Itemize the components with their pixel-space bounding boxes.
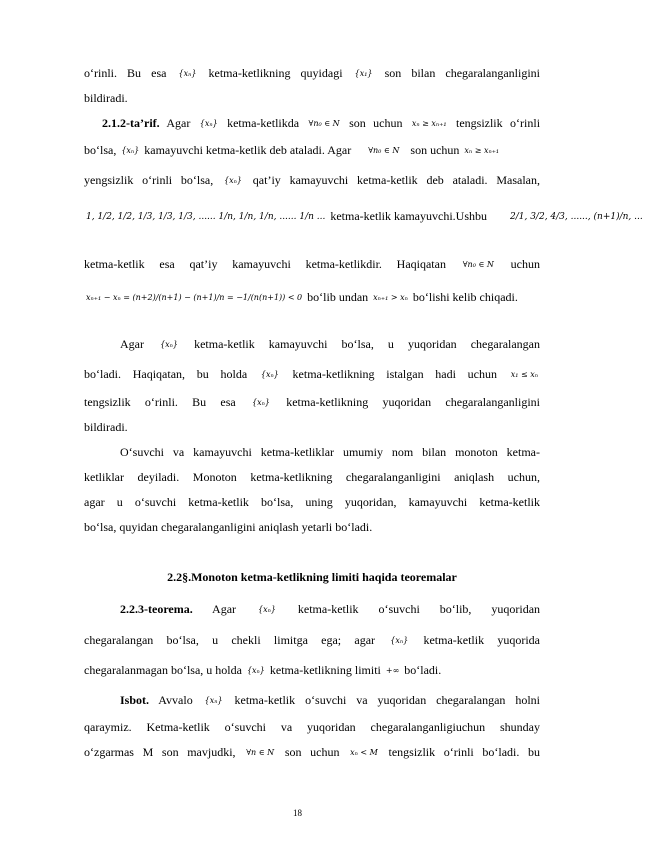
definition-line-3 [84,172,540,189]
formula-sequence: {xₙ} [121,146,140,156]
proof-label: Isbot. [120,693,150,707]
text: ketma-ketlik yuqorida [423,633,540,647]
formula-sequence: {xₙ} [260,370,279,380]
text: agar u o‘suvchi ketma-ketlik bo‘lsa, uning yuqoridan, kamayuvchi ketma-ketlik [84,495,540,509]
formula-infinity: +∞ [385,666,400,676]
page-number: 18 [293,808,302,818]
para3-line-1 [120,444,540,460]
formula-sequence: {xₙ} [246,666,265,676]
formula-quantifier: ∀n₀ ∈ N [368,146,400,156]
text: bo‘lib undan [307,290,369,304]
formula-inequality: xₙ < M [350,748,378,758]
formula-sequence-2: 2/1, 3/2, 4/3, ......, (n+1)/n, ... [510,212,643,223]
text: qat’iy kamayuvchi ketma-ketlik deb ataladi. Masalan, [252,173,540,187]
text: ketma-ketlik o‘suvchi va yuqoridan chegaralangan holni [234,693,540,707]
formula-inequality: xₙ ≥ xₙ₊₁ [464,146,500,156]
para3-line-4 [84,519,540,535]
formula-inequality: x₁ ≤ xₙ [510,370,539,380]
text: ketma-ketlikning limiti [269,663,381,677]
section-heading: 2.2§.Monoton ketma-ketlikning limiti haqida teoremalar [167,570,457,584]
proof-line-2 [84,719,540,735]
formula-sequence: {xₙ} [178,69,197,79]
para3-line-3 [84,494,540,510]
formula-quantifier: ∀n₀ ∈ N [308,119,340,129]
text: qaraymiz. Ketma-ketlik o‘suvchi va yuqoridan chegaralanganligiuchun shunday [84,720,540,734]
para3-line-2 [84,469,540,485]
text: ketma-ketlik kamayuvchi bo‘lsa, u yuqoridan chegaralangan [194,337,541,351]
formula-quantifier: ∀n₀ ∈ N [462,260,494,270]
para2-line-2 [84,366,540,383]
text: son uchun [349,116,403,130]
formula-sequence: {xₙ} [224,176,242,186]
theorem-label: 2.2.3-teorema. [120,602,193,616]
text: tengsizlik o‘rinli [455,116,541,130]
para2-line-1 [120,336,540,353]
formula-result: xₙ₊₁ > xₙ [373,293,408,303]
proof-line-3 [84,744,540,761]
text: Avvalo [158,693,193,707]
formula-sequence: {xₙ} [199,119,218,129]
example-line-2 [84,256,540,273]
text: Agar [166,116,191,130]
para2-line-4 [84,419,540,435]
text: bo‘lsa, [84,143,117,157]
text: Agar [212,602,237,616]
example-line-1 [84,201,643,231]
text: bo‘ladi. Haqiqatan, bu holda [84,367,248,381]
text: bo‘lsa, quyidan chegaralanganligini aniqlash yetarli bo‘ladi. [84,520,373,534]
text: bildiradi. [84,420,128,434]
text: son uchun [410,143,460,157]
para-line-2 [84,90,540,106]
definition-line-1 [102,115,540,132]
text: bo‘ladi. [404,663,442,677]
definition-line-2 [84,142,540,159]
text: tengsizlik o‘rinli bo‘ladi. bu [388,745,541,759]
text: o‘zgarmas M son mavjudki, [84,745,236,759]
text: ketma-ketlikning istalgan hadi uchun [292,367,498,381]
text: o‘rinli. Bu esa [84,66,167,80]
text: uchun [510,257,540,271]
text: ketma-ketlikning yuqoridan chegaralanganligini [286,395,541,409]
formula-sequence: {x₁} [354,69,373,79]
text: Agar [120,337,144,351]
text: kamayuvchi ketma-ketlik deb ataladi. Agar [144,143,352,157]
theorem-line-3 [84,662,540,679]
definition-label: 2.1.2-ta’rif. [102,116,160,130]
theorem-line-1 [120,601,540,618]
text: son uchun [284,745,340,759]
text: O‘suvchi va kamayuvchi ketma-ketliklar umumiy nom bilan monoton ketma- [120,445,540,459]
formula-sequence: {xₙ} [258,605,276,615]
text: yengsizlik o‘rinli bo‘lsa, [84,173,214,187]
example-line-3 [84,283,540,311]
text: ketma-ketlik kamayuvchi.Ushbu [330,209,487,223]
formula-sequence: {xₙ} [204,696,223,706]
text: ketliklar deyiladi. Monoton ketma-ketlikning chegaralanganligini aniqlash uchun, [84,470,540,484]
text: ketma-ketlikning quyidagi [208,66,343,80]
text: ketma-ketlikda [227,116,300,130]
formula-sequence: {xₙ} [390,636,409,646]
theorem-line-2 [84,632,540,649]
formula-quantifier: ∀n ∈ N [246,748,275,758]
text: chegaralanmagan bo‘lsa, u holda [84,663,242,677]
para-line-1 [84,65,540,82]
text: bo‘lishi kelib chiqadi. [412,290,518,304]
text: ketma-ketlik esa qat’iy kamayuvchi ketma-ketlikdir. Haqiqatan [84,257,446,271]
text: bildiradi. [84,91,128,105]
text: ketma-ketlik o‘suvchi bo‘lib, yuqoridan [297,602,541,616]
formula-sequence: {xₙ} [252,398,270,408]
text: son bilan chegaralanganligini [384,66,541,80]
formula-difference: xₙ₊₁ − xₙ = (n+2)/(n+1) − (n+1)/n = −1/(n(n+1)) < 0 [86,293,303,303]
formula-sequence-1: 1, 1/2, 1/2, 1/3, 1/3, 1/3, ...... 1/n, 1/n, 1/n, ...... 1/n ... [86,212,326,223]
formula-sequence: {xₙ} [160,340,179,350]
formula-inequality: xₙ ≥ xₙ₊₁ [411,119,447,129]
para2-line-3 [84,394,540,411]
text: tengsizlik o‘rinli. Bu esa [84,395,236,409]
proof-line-1 [120,692,540,709]
text: chegaralangan bo‘lsa, u chekli limitga ega; agar [84,633,376,647]
